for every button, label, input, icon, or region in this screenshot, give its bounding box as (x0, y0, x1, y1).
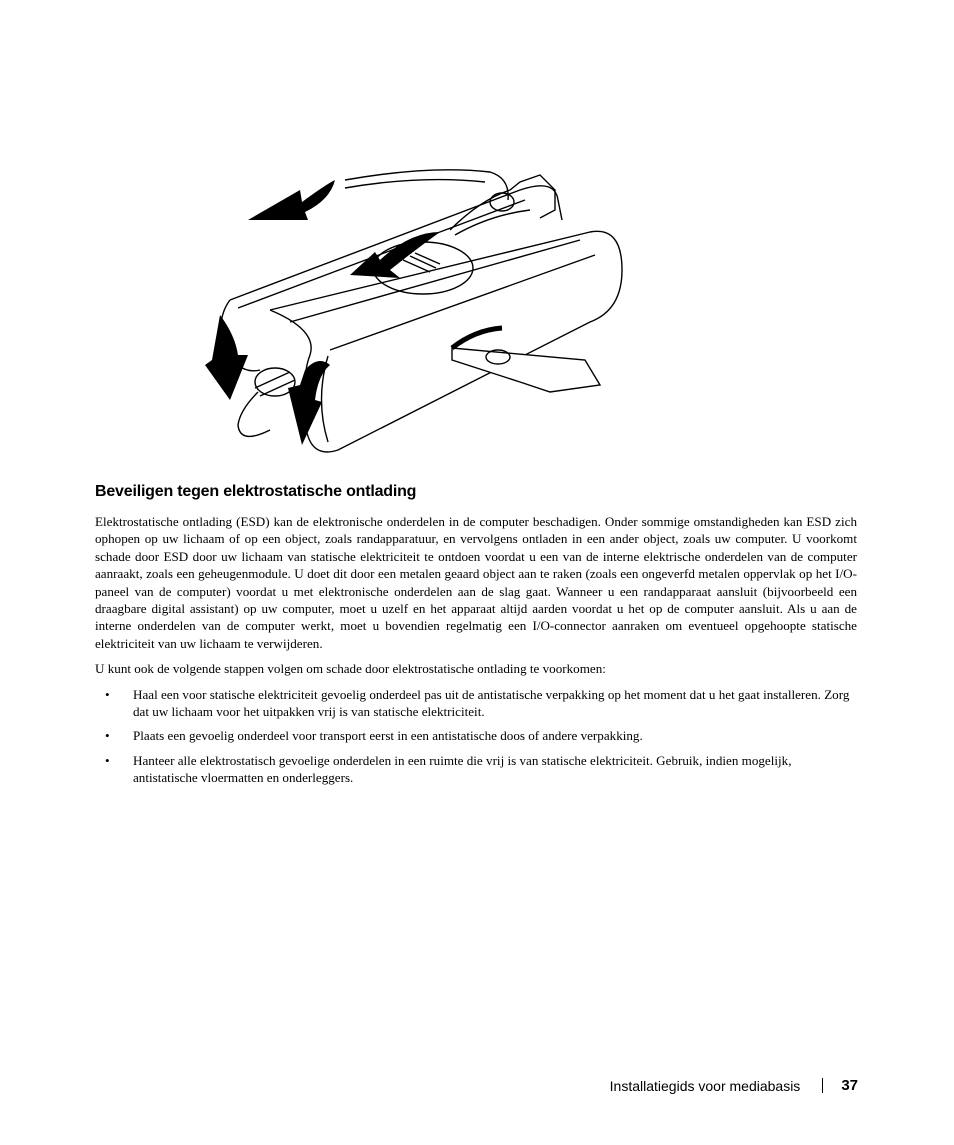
footer-title: Installatiegids voor mediabasis (609, 1077, 801, 1094)
paragraph-esd-intro: Elektrostatische ontlading (ESD) kan de elektronische onderdelen in de computer beschadigen. Onder sommige omstandigheden kan ESD zich ophopen op uw lichaam of op een object, zoals randapparatuur, en vervolgens ontladen in een ander object, zoals uw computer. U voorkomt schade door ESD door uw lichaam van statische elektriciteit te ontdoen voordat u een van de interne elektrische onderdelen van de computer aanraakt, zoals een geheugenmodule. U doet dit door een metalen geaard object aan te raken (zoals een ongeverfd metalen oppervlak op het I/O-paneel van de computer) voordat u met elektronische onderdelen aan de slag gaat. Wanneer u een randapparaat aansluit (bijvoorbeeld een draagbare digital assistant) op uw computer, moet u uzelf en het apparaat altijd aarden voordat u het op de computer aansluit. Als u aan de interne onderdelen van de computer werkt, moet u bovendien regelmatig een I/O-connector aanraken om eventueel opgehoopte statische elektriciteit van uw lichaam te verwijderen. (95, 514, 857, 651)
list-item (95, 727, 857, 744)
bullet-icon: • (105, 752, 110, 768)
prevention-steps-list (95, 686, 857, 787)
section-heading: Beveiligen tegen elektrostatische ontlading (95, 483, 417, 500)
list-item (95, 752, 857, 787)
section-body (95, 513, 857, 794)
list-item-text: Haal een voor statische elektriciteit gevoelig onderdeel pas uit de antistatische verpakking op het moment dat u het gaat installeren. Zorg dat uw lichaam voor het uitpakken vrij is van statische elektriciteit. (133, 686, 850, 720)
list-item (95, 686, 857, 721)
media-base-illustration (190, 160, 640, 460)
bullet-icon: • (105, 686, 110, 702)
paragraph-steps-intro: U kunt ook de volgende stappen volgen om schade door elektrostatische ontlading te voorkomen: (95, 661, 606, 677)
bullet-icon: • (105, 728, 110, 744)
footer-divider (822, 1078, 823, 1093)
list-item-text: Plaats een gevoelig onderdeel voor transport eerst in een antistatische doos of andere verpakking. (133, 728, 643, 744)
page-number: 37 (841, 1077, 858, 1094)
page-footer (610, 1077, 858, 1094)
list-item-text: Hanteer alle elektrostatisch gevoelige onderdelen in een ruimte die vrij is van statische elektriciteit. Gebruik, indien mogelijk, antistatische vloermatten en onderleggers. (133, 752, 792, 786)
